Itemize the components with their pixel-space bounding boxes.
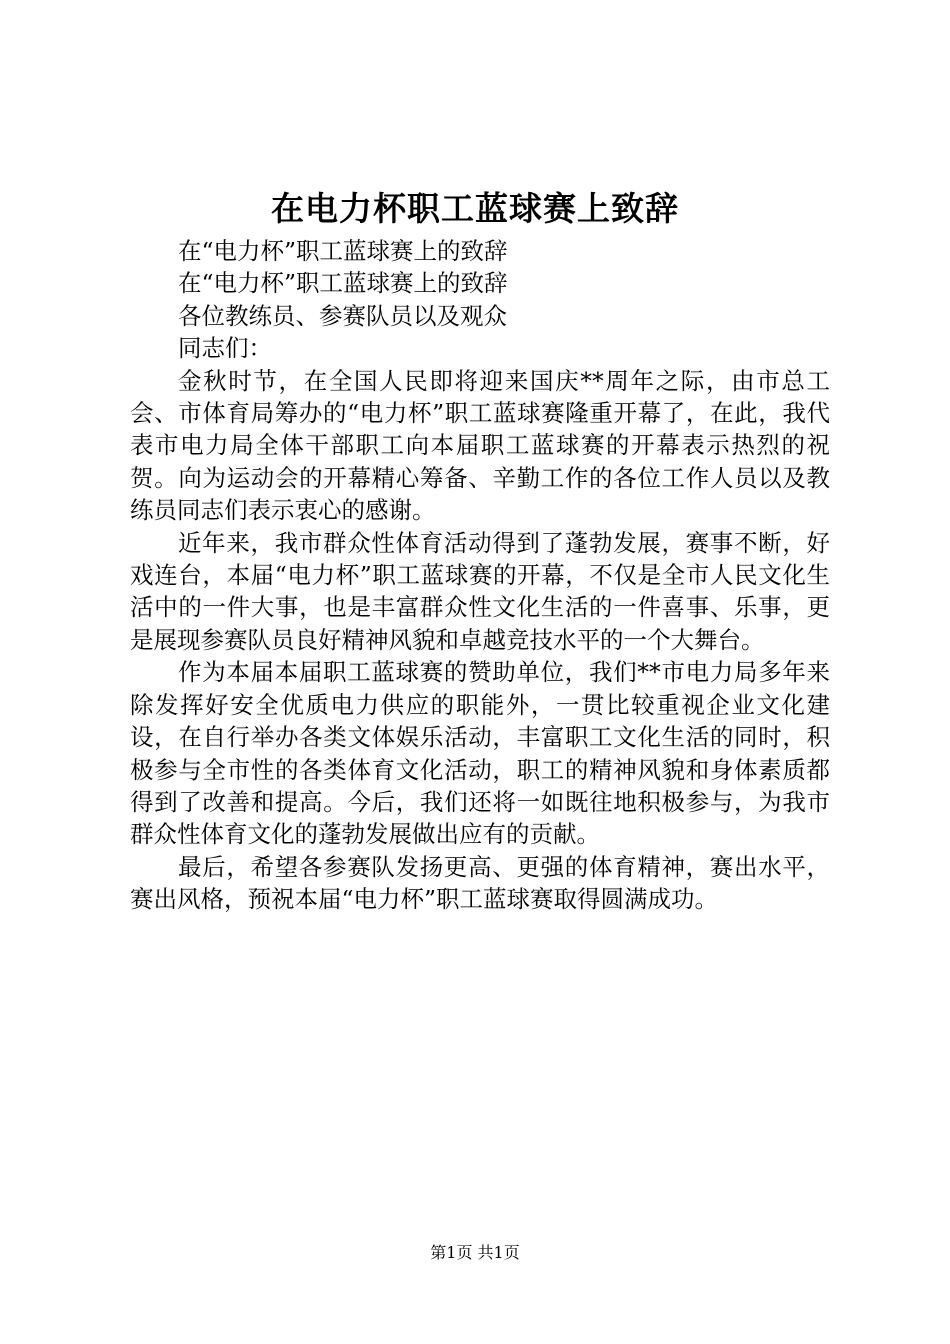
document-body — [130, 235, 830, 916]
paragraph-salutation-comrades: 同志们： — [178, 334, 272, 363]
paragraph-closing: 最后，希望各参赛队发扬更高、更强的体育精神，赛出水平，赛出风格，预祝本届“电力杯”职工蓝球赛取得圆满成功。 — [130, 852, 830, 914]
paragraph-sponsor: 作为本届本届职工蓝球赛的赞助单位，我们**市电力局多年来除发挥好安全优质电力供应的职能外，一贯比较重视企业文化建设，在自行举办各类文体娱乐活动，丰富职工文化生活的同时，积极参与全市性的各类体育文化活动，职工的精神风貌和身体素质都得到了改善和提高。今后，我们还将一如既往地积极参与，为我市群众性体育文化的蓬勃发展做出应有的贡献。 — [130, 658, 830, 849]
paragraph-development: 近年来，我市群众性体育活动得到了蓬勃发展，赛事不断，好戏连台，本届“电力杯”职工蓝球赛的开幕，不仅是全市人民文化生活中的一件大事，也是丰富群众性文化生活的一件喜事、乐事，更是展现参赛队员良好精神风貌和卓越竞技水平的一个大舞台。 — [130, 528, 830, 654]
paragraph-heading-2: 在“电力杯”职工蓝球赛上的致辞 — [178, 269, 508, 298]
paragraph-heading-1: 在“电力杯”职工蓝球赛上的致辞 — [178, 237, 508, 265]
paragraph-salutation-audience: 各位教练员、参赛队员以及观众 — [178, 301, 507, 330]
document-title: 在电力杯职工蓝球赛上致辞 — [271, 189, 679, 228]
page-number-footer: 第1页 共1页 — [430, 1243, 520, 1262]
paragraph-opening: 金秋时节，在全国人民即将迎来国庆**周年之际，由市总工会、市体育局筹办的“电力杯”职工蓝球赛隆重开幕了，在此，我代表市电力局全体干部职工向本届职工蓝球赛的开幕表示热烈的祝贺。向为运动会的开幕精心筹备、辛勤工作的各位工作人员以及教练员同志们表示衷心的感谢。 — [130, 366, 830, 525]
